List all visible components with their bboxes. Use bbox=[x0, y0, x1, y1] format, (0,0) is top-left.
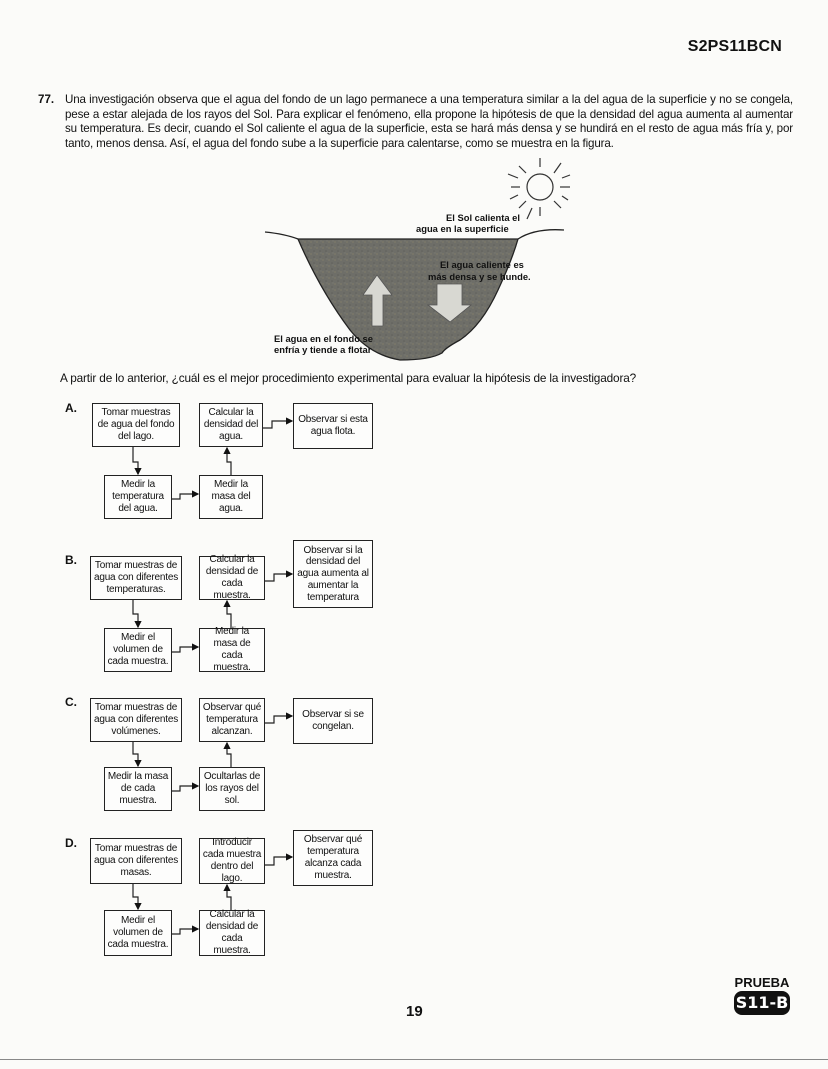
question-77 bbox=[38, 93, 793, 151]
option-a-step-4: Calcular la densidad del agua. bbox=[199, 403, 263, 447]
option-d-step-2: Medir el volumen de cada muestra. bbox=[104, 910, 172, 956]
option-a-step-1: Tomar muestras de agua del fondo del lago. bbox=[92, 403, 180, 447]
question-text: Una investigación observa que el agua del fondo de un lago permanece a una temperatura similar a la del agua de la superficie y no se congela, pese a estar alejada de los rayos del Sol. Para explicar el fenómeno, ella propone la hipótesis de que la densidad del agua aumenta al aumentar su temperatura. Es decir, cuando el Sol caliente el agua de la superficie, esta se hará más densa y se hundirá en el resto de agua más fría y, por tanto, menos densa. Así, el agua del fondo sube a la superficie para calentarse, como se muestra en la figura. bbox=[65, 93, 793, 150]
option-b-step-3: Medir la masa de cada muestra. bbox=[199, 628, 265, 672]
test-code-badge: S11-B bbox=[734, 991, 790, 1015]
option-d-step-3: Calcular la densidad de cada muestra. bbox=[199, 910, 265, 956]
label-sun-heats-2: agua en la superficie bbox=[416, 223, 509, 234]
option-c-step-4: Observar qué temperatura alcanzan. bbox=[199, 698, 265, 742]
option-a-step-2: Medir la temperatura del agua. bbox=[104, 475, 172, 519]
option-c-step-1: Tomar muestras de agua con diferentes volúmenes. bbox=[90, 698, 182, 742]
option-a-letter[interactable]: A. bbox=[65, 401, 77, 415]
label-hot-water-2: más densa y se hunde. bbox=[428, 271, 531, 282]
label-hot-water: El agua caliente es bbox=[440, 259, 524, 270]
document-code: S2PS11BCN bbox=[687, 38, 782, 55]
lake-figure bbox=[250, 150, 580, 370]
question-number: 77. bbox=[38, 93, 55, 106]
test-label: PRUEBA bbox=[734, 975, 790, 990]
option-c-step-5: Observar si se congelan. bbox=[293, 698, 373, 744]
option-d-step-5: Observar qué temperatura alcanza cada muestra. bbox=[293, 830, 373, 886]
option-b-step-5: Observar si la densidad del agua aumenta al aumentar la temperatura bbox=[293, 540, 373, 608]
label-cold-water: El agua en el fondo se bbox=[274, 333, 373, 344]
option-c-letter[interactable]: C. bbox=[65, 695, 77, 709]
page-number: 19 bbox=[406, 1003, 423, 1020]
option-c-step-3: Ocultarlas de los rayos del sol. bbox=[199, 767, 265, 811]
option-d-letter[interactable]: D. bbox=[65, 836, 77, 850]
option-d-step-4: Introducir cada muestra dentro del lago. bbox=[199, 838, 265, 884]
option-a-step-5: Observar si esta agua flota. bbox=[293, 403, 373, 449]
label-line: El Sol calienta el bbox=[446, 212, 520, 223]
question-prompt: A partir de lo anterior, ¿cuál es el mejor procedimiento experimental para evaluar la hipótesis de la investigadora? bbox=[60, 371, 637, 385]
option-b-step-2: Medir el volumen de cada muestra. bbox=[104, 628, 172, 672]
label-cold-water-2: enfría y tiende a flotar bbox=[274, 344, 372, 355]
option-c-step-2: Medir la masa de cada muestra. bbox=[104, 767, 172, 811]
option-d-step-1: Tomar muestras de agua con diferentes masas. bbox=[90, 838, 182, 884]
page-bottom-rule bbox=[0, 1059, 828, 1060]
label-sun-heats bbox=[426, 212, 520, 223]
option-b-letter[interactable]: B. bbox=[65, 553, 77, 567]
option-a-step-3: Medir la masa del agua. bbox=[199, 475, 263, 519]
option-b-step-4: Calcular la densidad de cada muestra. bbox=[199, 556, 265, 600]
option-b-step-1: Tomar muestras de agua con diferentes temperaturas. bbox=[90, 556, 182, 600]
